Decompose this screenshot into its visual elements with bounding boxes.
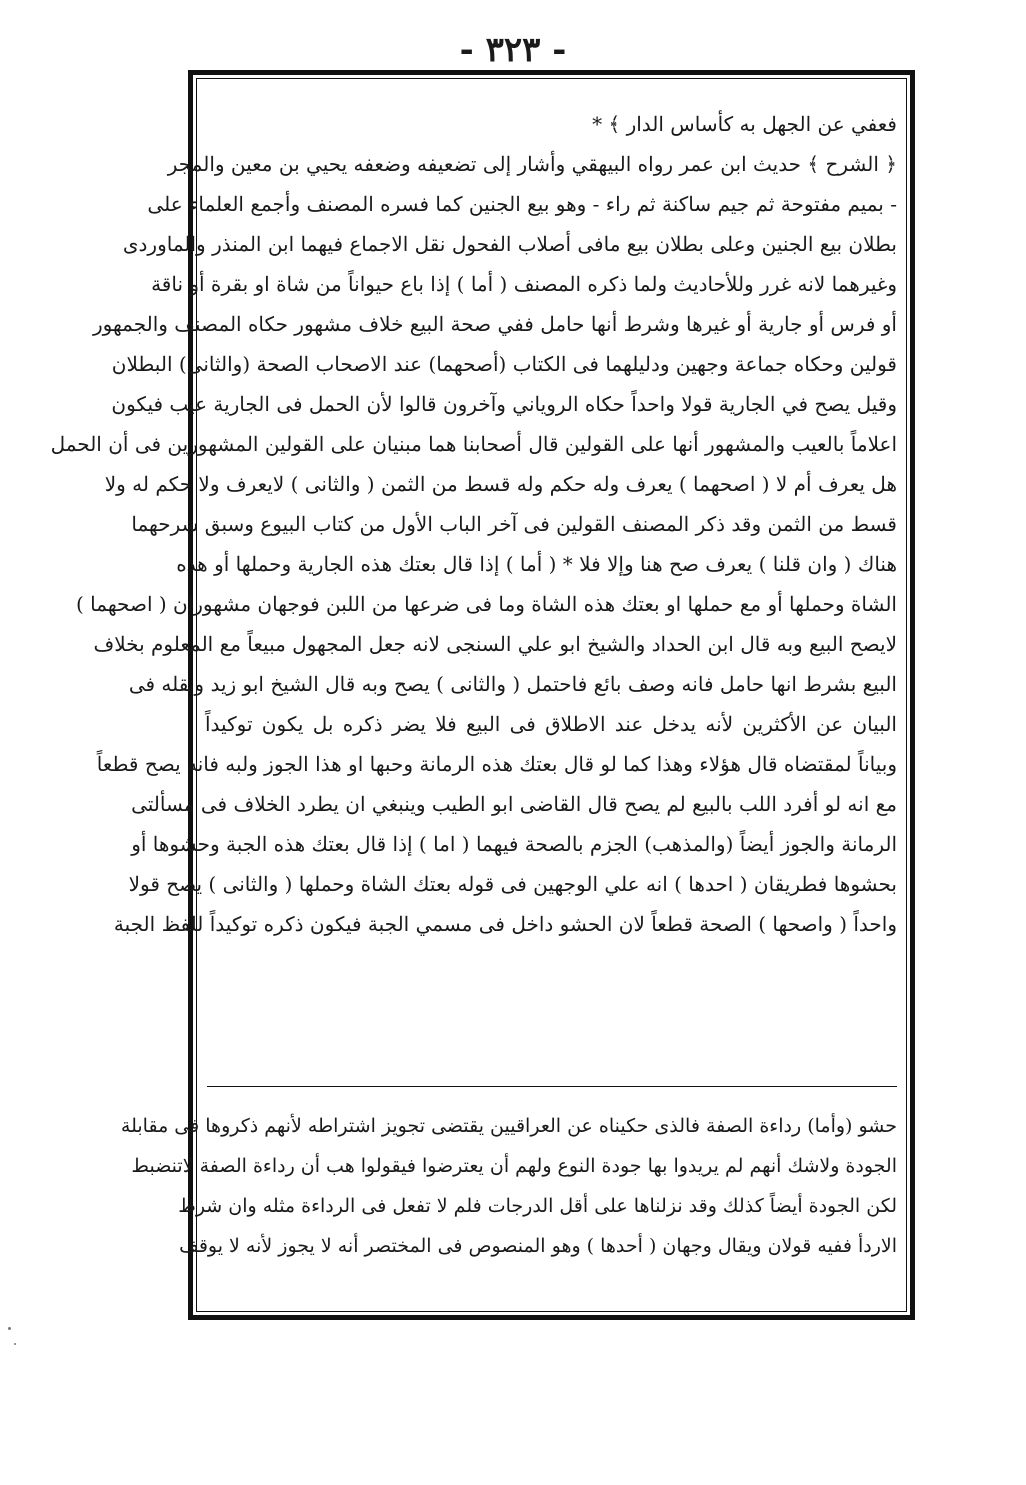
- text-line: بطلان بيع الجنين وعلى بطلان بيع مافى أصلاب الفحول نقل الاجماع فيهما ابن المنذر والماوردى: [122, 232, 897, 256]
- text-line: لايصح البيع وبه قال ابن الحداد والشيخ ابو علي السنجى لانه جعل المجهول مبيعاً مع المعلوم بخلاف: [93, 632, 897, 656]
- text-line: هناك ( وان قلنا ) يعرف صح هنا وإلا فلا * ( أما ) إذا قال بعتك هذه الجارية وحملها أو هذه: [176, 552, 897, 576]
- text-line: أو فرس أو جارية أو غيرها وشرط أنها حامل ففي صحة البيع خلاف مشهور حكاه المصنف والجمهور: [92, 312, 897, 336]
- text-line: وقيل يصح في الجارية قولا واحداً حكاه الروياني وآخرون قالوا لأن الحمل فى الجارية عيب فيكون: [111, 392, 897, 416]
- footnote-line: حشو (وأما) رداءة الصفة فالذى حكيناه عن العراقيين يقتضى تجويز اشتراطه لأنهم ذكروها فى مقابلة: [120, 1115, 897, 1137]
- scan-speck: [14, 1343, 16, 1345]
- text-line: البيان عن الأكثرين لأنه يدخل عند الاطلاق فى البيع فلا يضر ذكره بل يكون توكيداً: [205, 712, 897, 736]
- text-line: قولين وحكاه جماعة وجهين ودليلهما فى الكتاب (أصحهما) عند الاصحاب الصحة (والثانى) البطلان: [111, 352, 897, 376]
- text-line: مع انه لو أفرد اللب بالبيع لم يصح قال القاضى ابو الطيب وينبغي ان يطرد الخلاف فى مسألتى: [131, 792, 897, 816]
- text-line: وغيرهما لانه غرر وللأحاديث ولما ذكره المصنف ( أما ) إذا باع حيواناً من شاة او بقرة أو ناقة: [151, 272, 897, 296]
- text-line: قسط من الثمن وقد ذكر المصنف القولين فى آخر الباب الأول من كتاب البيوع وسبق شرحهما: [131, 512, 897, 536]
- footnote-line: لكن الجودة أيضاً كذلك وقد نزلناها على أقل الدرجات فلم لا تفعل فى الرداءة مثله وان شرط: [178, 1195, 897, 1217]
- text-line: - بميم مفتوحة ثم جيم ساكنة ثم راء - وهو بيع الجنين كما فسره المصنف وأجمع العلماء على: [147, 192, 897, 216]
- text-line: الرمانة والجوز أيضاً (والمذهب) الجزم بالصحة فيهما ( اما ) إذا قال بعتك هذه الجبة وحشوها أو: [131, 832, 897, 856]
- text-line: واحداً ( واصحها ) الصحة قطعاً لان الحشو داخل فى مسمي الجبة فيكون ذكره توكيداً للفظ الجبة: [113, 912, 897, 936]
- text-line: هل يعرف أم لا ( اصحهما ) يعرف وله حكم وله قسط من الثمن ( والثانى ) لايعرف ولا حكم له ولا: [104, 472, 897, 496]
- text-line: وبياناً لمقتضاه قال هؤلاء وهذا كما لو قال بعتك هذه الرمانة وحبها او هذا الجوز ولبه فانه يصح قطعاً: [96, 752, 897, 776]
- main-text-block: [50, 104, 897, 944]
- footnote-divider: [207, 1086, 897, 1087]
- footnote-block: [120, 1106, 897, 1266]
- text-line: فعفي عن الجهل به كأساس الدار ﴾ *: [592, 112, 897, 136]
- text-line: اعلاماً بالعيب والمشهور أنها على القولين قال أصحابنا هما مبنيان على القولين المشهورين فى أن الحمل: [50, 432, 897, 456]
- footnote-line: الاردأ ففيه قولان ويقال وجهان ( أحدها ) وهو المنصوص فى المختصر أنه لا يجوز لأنه لا يوقف: [179, 1235, 897, 1257]
- page-number: - ٣٢٣ -: [459, 30, 567, 70]
- text-line: بحشوها فطريقان ( احدها ) انه علي الوجهين فى قوله بعتك الشاة وحملها ( والثانى ) يصح قولا: [128, 872, 897, 896]
- text-line: ﴿ الشرح ﴾ حديث ابن عمر رواه البيهقي وأشار إلى تضعيفه وضعفه يحيي بن معين والمجر: [167, 152, 897, 176]
- footnote-line: الجودة ولاشك أنهم لم يريدوا بها جودة النوع ولهم أن يعترضوا فيقولوا هب أن رداءة الصفة لاتنضبط: [131, 1155, 897, 1177]
- text-line: الشاة وحملها أو مع حملها او بعتك هذه الشاة وما فى ضرعها من اللبن فوجهان مشهوران ( اصحهما ): [76, 592, 897, 616]
- text-line: البيع بشرط انها حامل فانه وصف بائع فاحتمل ( والثانى ) يصح وبه قال الشيخ ابو زيد ونقله فى: [128, 672, 897, 696]
- scan-speck: [8, 1327, 11, 1330]
